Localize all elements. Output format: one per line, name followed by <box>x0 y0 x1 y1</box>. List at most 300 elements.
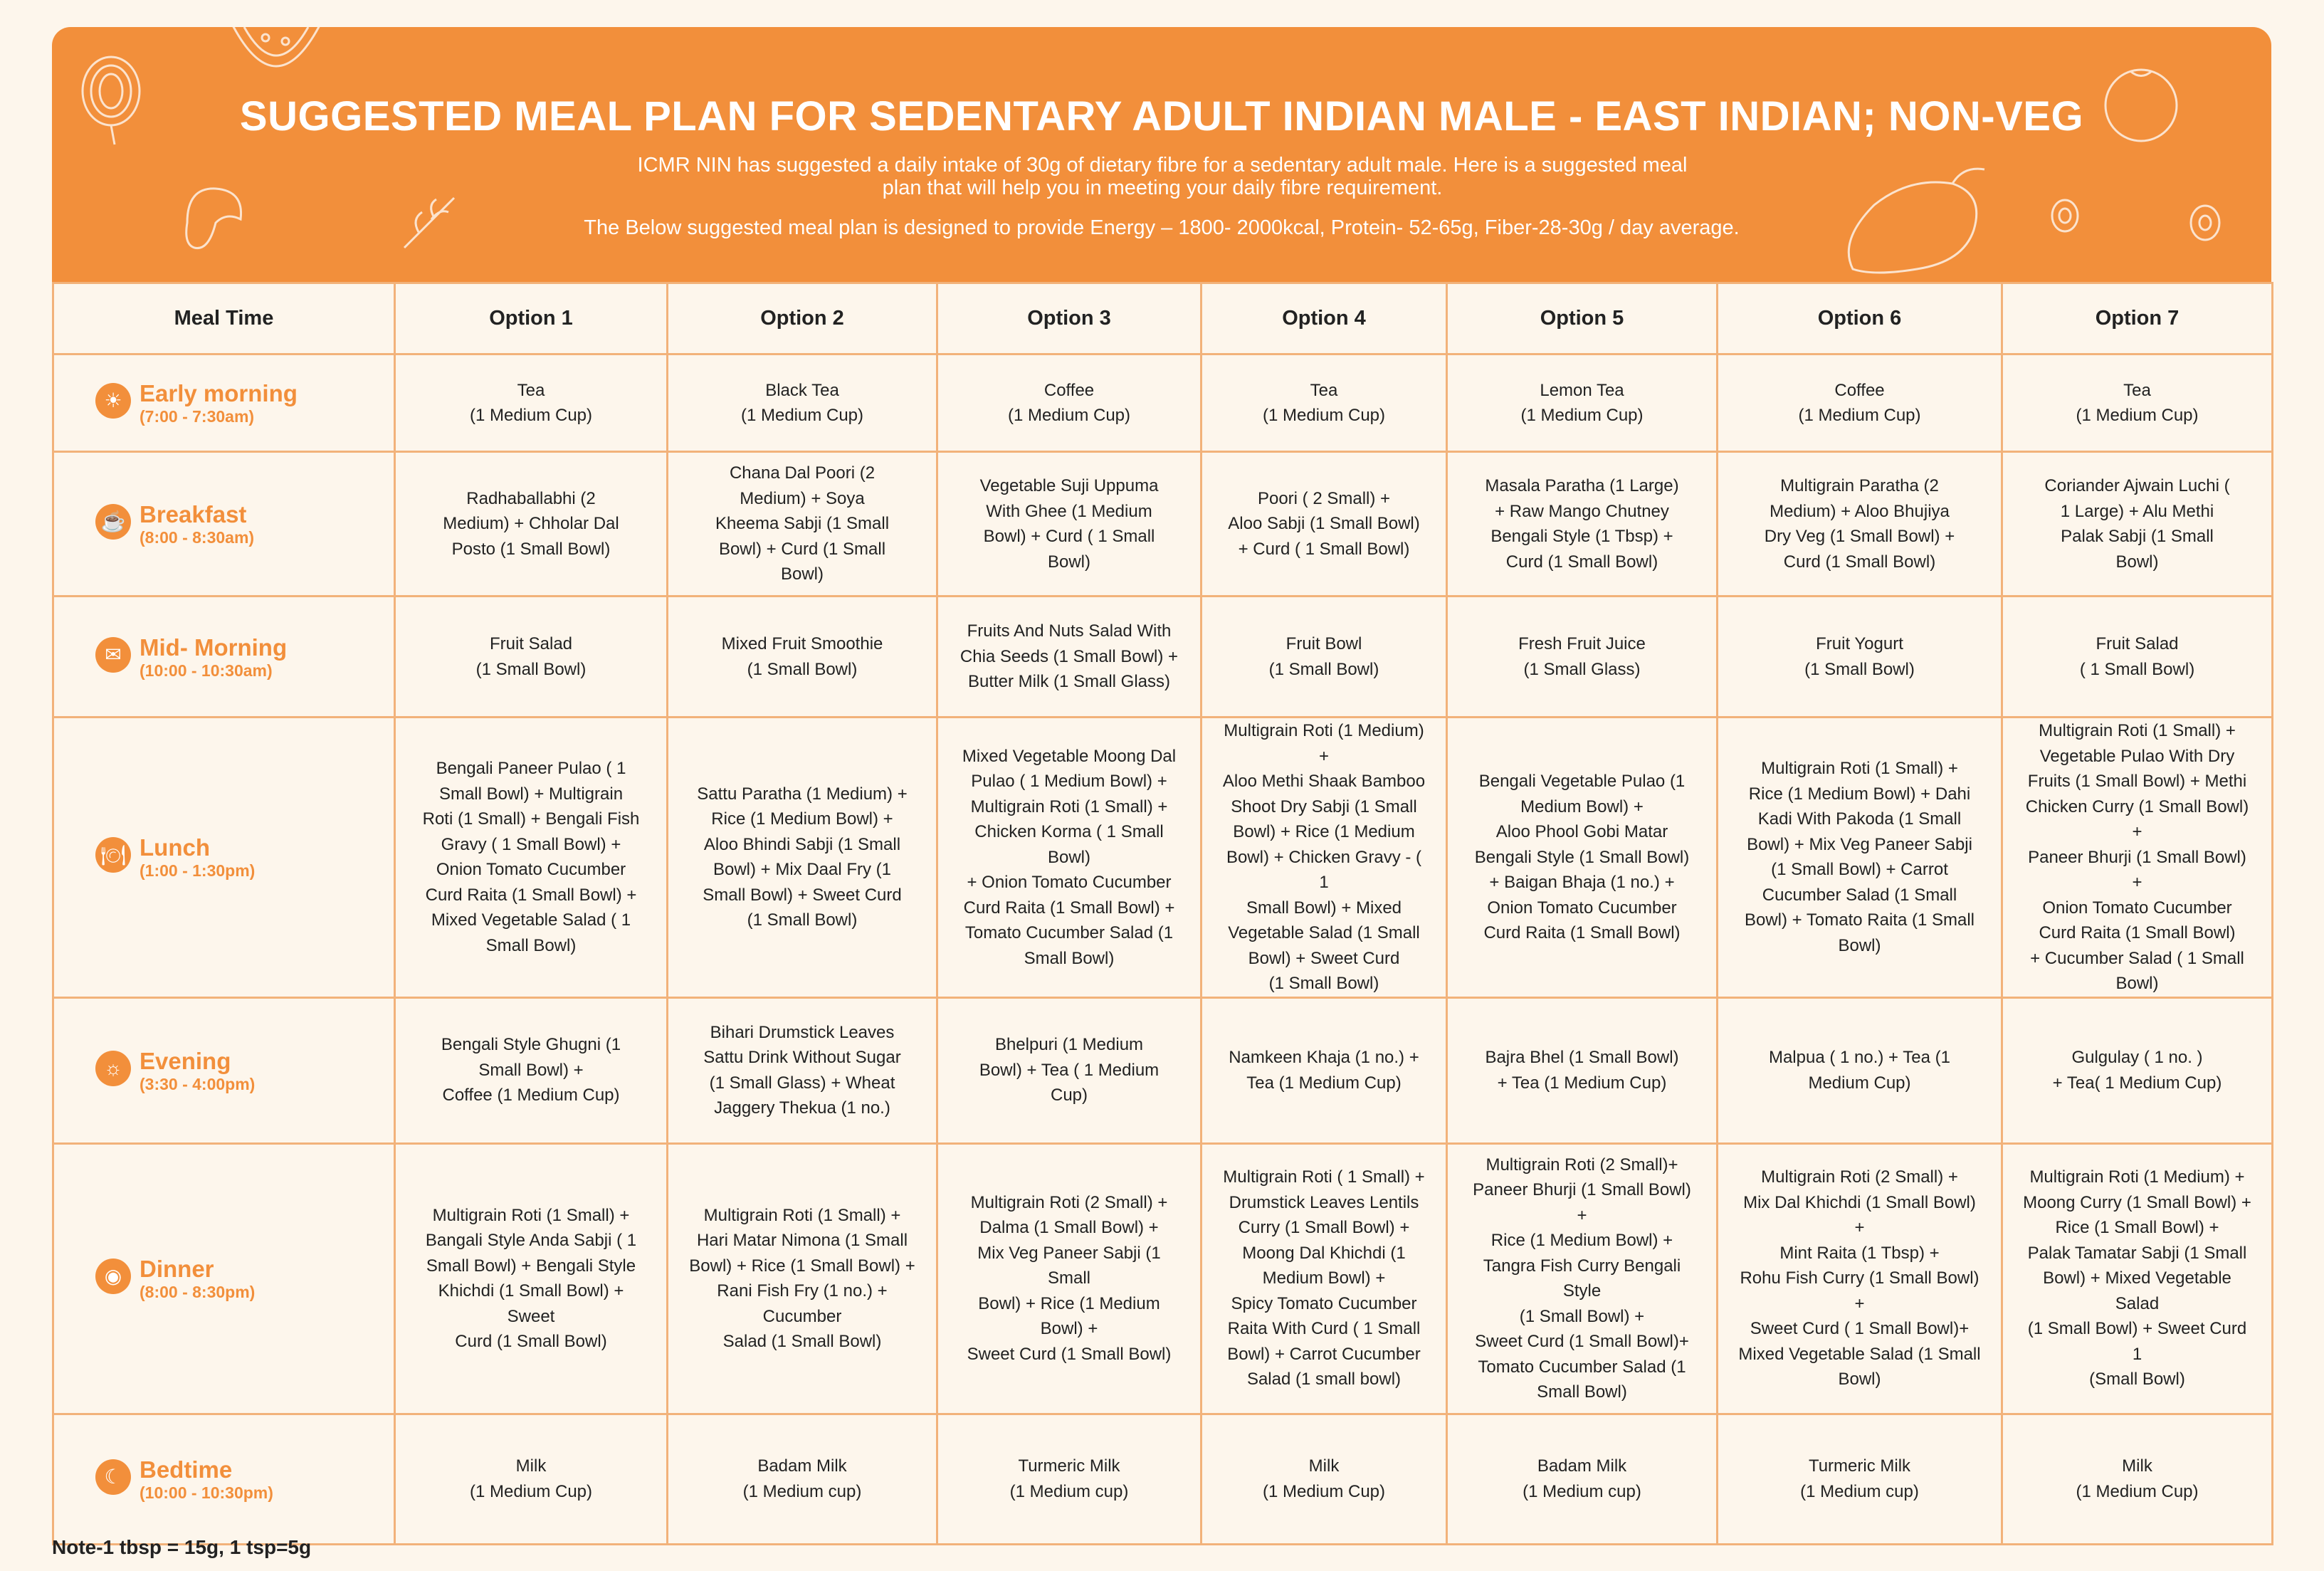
option-cell <box>395 597 668 718</box>
meal-text <box>140 380 298 426</box>
option-line: Dalma (1 Small Bowl) + <box>979 1218 1159 1238</box>
option-line: Milk <box>2122 1456 2152 1476</box>
option-line: Salad (1 Small Bowl) <box>722 1332 882 1351</box>
option-line: Small Bowl) <box>1537 1382 1627 1402</box>
option-line: Milk <box>1308 1456 1340 1476</box>
option-line: Milk <box>515 1456 547 1476</box>
option-line: Medium) + Aloo Bhujiya <box>1770 501 1950 521</box>
option-line: (1 Small Bowl) <box>1268 974 1379 993</box>
option-line: Chana Dal Poori (2 <box>729 463 876 483</box>
option-line: Bengali Paneer Pulao ( 1 <box>436 759 626 779</box>
option-line: Cup) <box>1050 1086 1088 1105</box>
option-line: With Ghee (1 Medium <box>986 501 1152 521</box>
option-line: Kadi With Pakoda (1 Small <box>1757 809 1962 829</box>
option-line: Multigrain Roti (1 Medium) + <box>2029 1167 2245 1187</box>
option-line: Fruits (1 Small Bowl) + Methi <box>2027 772 2247 791</box>
option-cell <box>668 1143 937 1414</box>
meal-time-cell <box>53 1414 395 1544</box>
option-line: Rice (1 Medium Bowl) + <box>711 809 893 829</box>
option-line: Badam Milk <box>757 1456 847 1476</box>
col-option-1: Option 1 <box>395 283 668 354</box>
option-line: Sweet Curd (1 Small Bowl) <box>967 1344 1172 1364</box>
meal-plan-body <box>53 354 2273 1545</box>
option-cell <box>668 997 937 1143</box>
sunrise-icon: ☀ <box>95 383 131 419</box>
meal-text <box>140 1256 255 1301</box>
option-line: Drumstick Leaves Lentils <box>1229 1192 1419 1212</box>
option-cell <box>1447 354 1718 452</box>
option-line: Bengali Style Ghugni (1 <box>441 1035 621 1055</box>
table-row <box>53 354 2273 452</box>
option-line: Multigrain Roti (2 Small)+ <box>1486 1155 1678 1175</box>
option-line: Rohu Fish Curry (1 Small Bowl) + <box>1740 1268 1979 1313</box>
plate-icon: ◉ <box>95 1259 131 1294</box>
meal-time-cell <box>53 597 395 718</box>
option-line: Curd (1 Small Bowl) <box>455 1332 607 1351</box>
option-line: Bowl) + Rice (1 Medium Bowl) + <box>978 1293 1160 1339</box>
option-cell <box>1202 718 1447 998</box>
option-line: Bangali Style Anda Sabji ( 1 <box>425 1231 637 1250</box>
option-line: Tangra Fish Curry Bengali Style <box>1483 1256 1681 1301</box>
option-cell <box>395 997 668 1143</box>
option-line: Fruits And Nuts Salad With <box>967 621 1172 641</box>
option-line: (1 Medium Cup) <box>1798 406 1921 425</box>
option-line: Badam Milk <box>1537 1456 1627 1476</box>
option-line: Aloo Methi Shaak Bamboo <box>1222 772 1426 791</box>
option-line: Small Bowl) + Multigrain <box>438 784 624 804</box>
option-line: Rice (1 Medium Bowl) + Dahi <box>1748 784 1971 804</box>
sun-envelope-icon: ✉ <box>95 637 131 673</box>
option-cell <box>1447 1414 1718 1544</box>
option-line: (1 Small Bowl) + <box>1519 1306 1645 1326</box>
option-line: Mint Raita (1 Tbsp) + <box>1779 1243 1940 1263</box>
option-line: Kheema Sabji (1 Small <box>715 514 890 534</box>
option-line: Coffee (1 Medium Cup) <box>442 1086 620 1105</box>
option-line: Chia Seeds (1 Small Bowl) + <box>959 646 1179 666</box>
option-line: Roti (1 Small) + Bengali Fish <box>422 809 640 829</box>
option-cell <box>395 452 668 597</box>
table-row <box>53 597 2273 718</box>
option-cell <box>937 452 1202 597</box>
option-line: Mixed Vegetable Salad ( 1 <box>431 910 631 930</box>
option-line: Multigrain Roti (1 Medium) + <box>1224 721 1424 766</box>
option-cell <box>937 354 1202 452</box>
option-cell <box>937 1414 1202 1544</box>
meal-time-cell <box>53 1143 395 1414</box>
option-line: Moong Curry (1 Small Bowl) + <box>2023 1192 2251 1212</box>
table-row <box>53 718 2273 998</box>
option-line: Curd (1 Small Bowl) <box>1783 552 1936 572</box>
option-cell <box>937 1143 1202 1414</box>
meal-label <box>95 380 394 426</box>
option-line: (1 Medium Cup) <box>2076 1481 2199 1501</box>
option-line: Mix Dal Khichdi (1 Small Bowl) + <box>1743 1192 1976 1238</box>
option-line: Bowl) <box>2115 974 2159 993</box>
option-line: Tea <box>517 380 545 400</box>
option-cell <box>1202 1414 1447 1544</box>
option-cell <box>937 997 1202 1143</box>
option-line: Vegetable Pulao With Dry <box>2039 746 2235 766</box>
option-line: (1 Small Glass) <box>1523 659 1641 679</box>
col-option-4: Option 4 <box>1202 283 1447 354</box>
meal-time-range: (1:00 - 1:30pm) <box>140 861 256 881</box>
option-line: Fresh Fruit Juice <box>1518 634 1646 653</box>
meal-time-cell <box>53 718 395 998</box>
meal-time-cell <box>53 997 395 1143</box>
option-cell <box>1447 597 1718 718</box>
option-line: Tea <box>1310 380 1338 400</box>
option-line: Bengali Style (1 Tbsp) + <box>1490 527 1673 546</box>
meal-name: Bedtime <box>140 1456 233 1483</box>
option-line: Small Bowl) <box>1024 948 1115 968</box>
option-cell <box>1447 997 1718 1143</box>
option-line: (1 Small Bowl) <box>1804 659 1915 679</box>
option-line: + Curd ( 1 Small Bowl) <box>1238 539 1410 559</box>
option-cell <box>1202 1143 1447 1414</box>
option-line: Small Bowl) + Bengali Style <box>426 1256 636 1276</box>
option-line: Vegetable Suji Uppuma <box>979 476 1159 495</box>
col-meal-time: Meal Time <box>53 283 395 354</box>
option-line: Rice (1 Medium Bowl) + <box>1490 1231 1673 1250</box>
option-line: Lemon Tea <box>1540 380 1624 400</box>
option-line: Bowl) + Chicken Gravy - ( 1 <box>1226 847 1422 892</box>
option-line: Small Bowl) + <box>478 1060 584 1080</box>
option-line: Jaggery Thekua (1 no.) <box>714 1098 890 1118</box>
option-line: (1 Medium cup) <box>1523 1481 1641 1501</box>
option-line: Bowl) + Tea ( 1 Medium <box>979 1060 1160 1080</box>
option-cell <box>1447 718 1718 998</box>
option-line: Curry (1 Small Bowl) + <box>1238 1218 1410 1238</box>
option-line: Curd Raita (1 Small Bowl) + <box>425 885 637 905</box>
meal-text <box>140 501 254 547</box>
page-title: SUGGESTED MEAL PLAN FOR SEDENTARY ADULT INDIAN MALE - EAST INDIAN; NON-VEG <box>239 93 2084 140</box>
meal-name: Dinner <box>140 1256 214 1282</box>
option-line: Multigrain Roti (1 Small) + <box>432 1205 630 1225</box>
option-line: Rani Fish Fry (1 no.) + Cucumber <box>717 1281 888 1326</box>
option-line: Onion Tomato Cucumber <box>436 860 626 880</box>
option-line: (1 Medium Cup) <box>1520 406 1644 425</box>
meal-time-range: (8:00 - 8:30am) <box>140 528 255 547</box>
option-line: Bowl) + Mixed Vegetable Salad <box>2043 1268 2231 1313</box>
table-row <box>53 452 2273 597</box>
option-line: (1 Small Bowl) + Sweet Curd 1 <box>2027 1319 2247 1364</box>
option-line: Masala Paratha (1 Large) <box>1485 476 1679 495</box>
option-line: Coffee <box>1043 380 1095 400</box>
option-cell <box>1447 1143 1718 1414</box>
option-line: Sweet Curd (1 Small Bowl)+ <box>1475 1332 1689 1351</box>
table-row <box>53 997 2273 1143</box>
option-line: Tomato Cucumber Salad (1 <box>1478 1357 1686 1377</box>
option-line: Raita With Curd ( 1 Small <box>1227 1319 1421 1339</box>
option-cell <box>668 452 937 597</box>
option-line: (1 Small Glass) + Wheat <box>709 1073 895 1093</box>
option-line: Bowl) <box>2115 552 2159 572</box>
option-line: Tomato Cucumber Salad (1 <box>964 923 1174 942</box>
option-line: Bowl) + Mix Daal Fry (1 <box>713 860 892 880</box>
option-line: Multigrain Paratha (2 <box>1780 476 1939 495</box>
footer-note: Note-1 tbsp = 15g, 1 tsp=5g <box>52 1536 312 1558</box>
option-line: Palak Sabji (1 Small <box>2061 527 2214 546</box>
meal-text <box>140 834 255 880</box>
option-line: Bowl) <box>1838 935 1881 955</box>
option-line: Radhaballabhi (2 <box>466 488 596 508</box>
option-line: + Baigan Bhaja (1 no.) + <box>1489 873 1675 892</box>
option-line: Sattu Drink Without Sugar <box>703 1048 901 1067</box>
option-cell <box>2002 354 2273 452</box>
option-line: Mixed Vegetable Salad (1 Small <box>1738 1344 1981 1364</box>
option-cell <box>1718 1143 2002 1414</box>
option-line: Medium Bowl) + <box>1520 797 1644 816</box>
option-cell <box>2002 597 2273 718</box>
energy-summary: The Below suggested meal plan is designed to provide Energy – 1800- 2000kcal, Protein- 52-65g, Fiber-28-30g / day average. <box>584 216 1740 239</box>
option-line: Curd Raita (1 Small Bowl) <box>2039 923 2236 942</box>
option-line: + Tea (1 Medium Cup) <box>1497 1073 1667 1093</box>
option-line: Multigrain Roti ( 1 Small) + <box>1223 1167 1425 1187</box>
option-line: Fruit Salad <box>2096 634 2179 653</box>
option-line: Small Bowl) <box>485 935 577 955</box>
option-cell <box>1718 597 2002 718</box>
option-line: Bowl) + Carrot Cucumber <box>1227 1344 1421 1364</box>
option-line: Poori ( 2 Small) + <box>1257 488 1391 508</box>
option-line: (1 Medium cup) <box>1009 1481 1129 1501</box>
option-line: Bowl) + Sweet Curd <box>1248 948 1400 968</box>
option-line: Fruit Salad <box>489 634 573 653</box>
option-line: Coriander Ajwain Luchi ( <box>2044 476 2230 495</box>
option-cell <box>1718 354 2002 452</box>
option-line: Hari Matar Nimona (1 Small <box>696 1231 908 1250</box>
option-line: Namkeen Khaja (1 no.) + <box>1229 1048 1419 1067</box>
option-line: Bihari Drumstick Leaves <box>710 1022 895 1042</box>
meal-label <box>95 1256 394 1301</box>
option-line: (1 Small Bowl) <box>1268 659 1379 679</box>
option-cell <box>395 1143 668 1414</box>
option-line: Bowl) + Rice (1 Medium <box>1233 822 1415 841</box>
option-line: 1 Large) + Alu Methi <box>2060 501 2214 521</box>
option-line: Spicy Tomato Cucumber <box>1231 1293 1417 1313</box>
option-line: Tea <box>2123 380 2151 400</box>
option-line: Bowl) + Curd (1 Small <box>718 539 886 559</box>
meal-label <box>95 1048 394 1093</box>
option-cell <box>668 1414 937 1544</box>
option-line: Posto (1 Small Bowl) <box>451 539 611 559</box>
option-line: Medium) + Chholar Dal <box>443 514 619 534</box>
option-line: Onion Tomato Cucumber <box>2042 898 2232 918</box>
option-line: + Cucumber Salad ( 1 Small <box>2030 948 2244 968</box>
option-line: Onion Tomato Cucumber <box>1487 898 1677 918</box>
meal-name: Early morning <box>140 380 298 406</box>
option-line: Mixed Fruit Smoothie <box>721 634 883 653</box>
option-line: + Raw Mango Chutney <box>1495 501 1669 521</box>
option-line: Malpua ( 1 no.) + Tea (1 <box>1768 1048 1951 1067</box>
option-line: Bowl) + Curd ( 1 Small <box>983 527 1155 546</box>
option-line: Turmeric Milk <box>1018 1456 1120 1476</box>
option-cell <box>2002 997 2273 1143</box>
option-line: Rice (1 Small Bowl) + <box>2055 1218 2219 1238</box>
col-option-7: Option 7 <box>2002 283 2273 354</box>
meal-label <box>95 834 394 880</box>
option-line: (1 Medium Cup) <box>1262 1481 1386 1501</box>
option-line: (Small Bowl) <box>2089 1370 2185 1389</box>
option-line: Bowl) + Mix Veg Paneer Sabji <box>1747 834 1972 854</box>
header-row <box>53 283 2273 354</box>
option-line: Chicken Curry (1 Small Bowl) + <box>2025 797 2249 841</box>
option-line: Curd Raita (1 Small Bowl) + <box>963 898 1175 918</box>
option-line: Gravy ( 1 Small Bowl) + <box>441 834 621 854</box>
option-line: Chicken Korma ( 1 Small Bowl) <box>974 822 1164 867</box>
meal-label <box>95 634 394 680</box>
option-line: Bengali Vegetable Pulao (1 <box>1478 772 1686 791</box>
option-cell <box>1718 718 2002 998</box>
meal-text <box>140 634 287 680</box>
option-line: Aloo Sabji (1 Small Bowl) <box>1228 514 1420 534</box>
meal-time-range: (10:00 - 10:30pm) <box>140 1483 273 1502</box>
option-cell <box>1202 597 1447 718</box>
option-line: (1 Medium cup) <box>1800 1481 1919 1501</box>
option-cell <box>668 354 937 452</box>
cup-icon: ☕ <box>95 504 131 540</box>
option-line: Dry Veg (1 Small Bowl) + <box>1764 527 1955 546</box>
table-row <box>53 1143 2273 1414</box>
option-line: Moong Dal Khichdi (1 <box>1242 1243 1406 1263</box>
page-subtitle <box>593 154 1732 199</box>
option-line: + Tea( 1 Medium Cup) <box>2052 1073 2222 1093</box>
option-line: (1 Small Bowl) <box>747 910 858 930</box>
option-line: Bowl) <box>780 564 824 584</box>
subtitle-line-2: plan that will help you in meeting your daily fibre requirement. <box>882 177 1443 199</box>
option-cell <box>668 718 937 998</box>
meal-time-cell <box>53 452 395 597</box>
meal-time-range: (8:00 - 8:30pm) <box>140 1283 256 1301</box>
option-line: Multigrain Roti (1 Small) + <box>970 797 1168 816</box>
option-line: Paneer Bhurji (1 Small Bowl) + <box>1473 1180 1691 1225</box>
option-line: Mixed Vegetable Moong Dal <box>962 746 1177 766</box>
option-line: ( 1 Small Bowl) <box>2079 659 2195 679</box>
bed-icon: ☾ <box>95 1459 131 1495</box>
option-line: (1 Medium Cup) <box>2076 406 2199 425</box>
option-cell <box>937 597 1202 718</box>
meal-time-range: (7:00 - 7:30am) <box>140 407 255 426</box>
option-line: Bengali Style (1 Small Bowl) <box>1474 847 1690 867</box>
meal-plan-table <box>52 282 2273 1545</box>
option-cell <box>2002 452 2273 597</box>
option-line: Salad (1 small bowl) <box>1246 1370 1402 1389</box>
option-line: Multigrain Roti (1 Small) + <box>2039 721 2236 740</box>
subtitle-line-1: ICMR NIN has suggested a daily intake of 30g of dietary fibre for a sedentary adult male. Here is a suggested meal <box>637 154 1688 177</box>
option-cell <box>1202 452 1447 597</box>
option-line: Sattu Paratha (1 Medium) + <box>697 784 908 804</box>
option-line: Bhelpuri (1 Medium <box>994 1035 1144 1055</box>
option-line: (1 Medium cup) <box>742 1481 862 1501</box>
option-line: Vegetable Salad (1 Small <box>1228 923 1420 942</box>
option-line: + Onion Tomato Cucumber <box>967 873 1172 892</box>
option-line: Shoot Dry Sabji (1 Small <box>1231 797 1417 816</box>
option-line: Khichdi (1 Small Bowl) + Sweet <box>438 1281 624 1326</box>
option-line: Coffee <box>1834 380 1885 400</box>
option-line: Cucumber Salad (1 Small <box>1762 885 1957 905</box>
option-cell <box>1447 452 1718 597</box>
option-line: Small Bowl) + Mixed <box>1246 898 1402 918</box>
option-line: Curd Raita (1 Small Bowl) <box>1483 923 1681 942</box>
option-cell <box>395 1414 668 1544</box>
meal-name: Breakfast <box>140 501 247 527</box>
option-line: Small Bowl) + Sweet Curd <box>703 885 902 905</box>
meal-label <box>95 1456 394 1502</box>
option-line: Mix Veg Paneer Sabji (1 Small <box>977 1243 1161 1288</box>
tomato-slice-sketch-icon <box>223 27 330 84</box>
option-line: (1 Medium Cup) <box>469 1481 593 1501</box>
option-line: (1 Small Bowl) + Carrot <box>1771 860 1948 880</box>
col-option-3: Option 3 <box>937 283 1202 354</box>
meal-name: Evening <box>140 1047 231 1074</box>
meal-name: Lunch <box>140 834 210 861</box>
meal-time-cell <box>53 354 395 452</box>
option-line: Multigrain Roti (1 Small) + <box>1761 759 1958 779</box>
option-cell <box>2002 1143 2273 1414</box>
option-cell <box>668 597 937 718</box>
meal-text <box>140 1048 255 1093</box>
option-line: Bajra Bhel (1 Small Bowl) <box>1485 1048 1679 1067</box>
option-line: Pulao ( 1 Medium Bowl) + <box>971 772 1167 791</box>
option-cell <box>937 718 1202 998</box>
option-line: Black Tea <box>765 380 839 400</box>
option-line: Bowl) <box>1838 1370 1881 1389</box>
option-cell <box>1718 997 2002 1143</box>
option-line: Bowl) + Rice (1 Small Bowl) + <box>689 1256 915 1276</box>
option-cell <box>395 718 668 998</box>
option-line: Fruit Yogurt <box>1816 634 1903 653</box>
option-line: Bowl) + Tomato Raita (1 Small <box>1744 910 1975 930</box>
option-line: Multigrain Roti (2 Small) + <box>1761 1167 1958 1187</box>
col-option-2: Option 2 <box>668 283 937 354</box>
col-option-6: Option 6 <box>1718 283 2002 354</box>
meal-text <box>140 1456 273 1502</box>
meal-label <box>95 501 394 547</box>
option-line: Palak Tamatar Sabji (1 Small <box>2027 1243 2247 1263</box>
option-line: (1 Small Bowl) <box>747 659 858 679</box>
meal-time-range: (10:00 - 10:30am) <box>140 661 273 680</box>
option-line: Medium Bowl) + <box>1262 1268 1386 1288</box>
option-cell <box>395 354 668 452</box>
option-line: (1 Medium Cup) <box>469 406 593 425</box>
option-line: Medium) + Soya <box>740 488 865 508</box>
option-line: Curd (1 Small Bowl) <box>1505 552 1658 572</box>
option-line: Multigrain Roti (1 Small) + <box>703 1205 901 1225</box>
option-line: Aloo Bhindi Sabji (1 Small <box>703 834 901 854</box>
option-line: Paneer Bhurji (1 Small Bowl) + <box>2028 847 2246 892</box>
option-cell <box>1202 354 1447 452</box>
option-line: Bowl) <box>1047 552 1090 572</box>
header-banner <box>52 27 2271 282</box>
option-line: Gulgulay ( 1 no. ) <box>2071 1048 2203 1067</box>
option-line: Multigrain Roti (2 Small) + <box>970 1192 1168 1212</box>
option-line: Medium Cup) <box>1808 1073 1911 1093</box>
option-line: Aloo Phool Gobi Matar <box>1495 822 1668 841</box>
cloche-icon: 🍽 <box>95 837 131 873</box>
option-line: Fruit Bowl <box>1285 634 1362 653</box>
option-cell <box>1718 452 2002 597</box>
option-cell <box>1718 1414 2002 1544</box>
table-row <box>53 1414 2273 1544</box>
meal-name: Mid- Morning <box>140 634 288 661</box>
option-line: (1 Medium Cup) <box>1262 406 1386 425</box>
option-line: Tea (1 Medium Cup) <box>1246 1073 1402 1093</box>
option-cell <box>2002 718 2273 998</box>
option-cell <box>1202 997 1447 1143</box>
col-option-5: Option 5 <box>1447 283 1718 354</box>
sunset-icon: ☼ <box>95 1051 131 1086</box>
option-line: (1 Small Bowl) <box>475 659 587 679</box>
option-line: Sweet Curd ( 1 Small Bowl)+ <box>1750 1319 1970 1339</box>
